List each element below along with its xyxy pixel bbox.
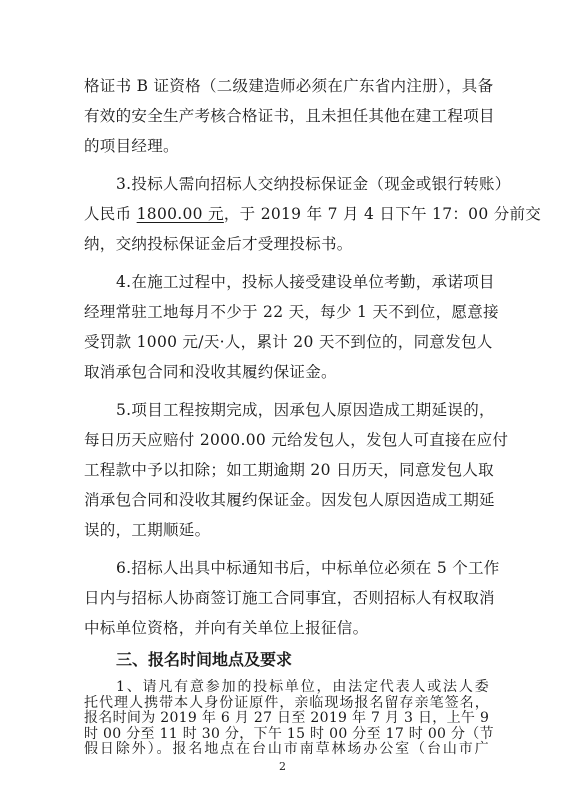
paragraph-line: 时 00 分至 11 时 30 分，下午 15 时 00 分至 17 时 00 分（节 bbox=[84, 725, 494, 742]
paragraph-line: 报名时间为 2019 年 6 月 27 日至 2019 年 7 月 3 日，上午 9 bbox=[84, 710, 490, 726]
paragraph-line: 受罚款 1000 元/天·人，累计 20 天不到位的，同意发包人 bbox=[84, 333, 493, 351]
paragraph-line: 误的，工期顺延。 bbox=[84, 521, 211, 539]
paragraph-line: 6.招标人出具中标通知书后，中标单位必须在 5 个工作 bbox=[116, 559, 500, 577]
paragraph-line: 日内与招标人协商签订施工合同事宜，否则招标人有权取消 bbox=[84, 589, 495, 607]
currency-prefix: 人民币 bbox=[84, 205, 137, 223]
paragraph-line: 纳，交纳投标保证金后才受理投标书。 bbox=[84, 235, 353, 253]
page-number: 2 bbox=[279, 760, 286, 773]
deposit-amount: 1800.00 元 bbox=[136, 205, 224, 223]
paragraph-line bbox=[84, 204, 542, 224]
deadline-text: ，于 2019 年 7 月 4 日下午 17：00 分前交 bbox=[223, 205, 542, 223]
paragraph-line: 消承包合同和没收其履约保证金。因发包人原因造成工期延 bbox=[84, 491, 495, 509]
section-heading: 三、报名时间地点及要求 bbox=[116, 650, 293, 669]
paragraph-line: 托代理人携带本人身份证原件，亲临现场报名留存亲笔签名， bbox=[84, 694, 489, 711]
paragraph-line: 有效的安全生产考核合格证书，且未担任其他在建工程项目 bbox=[84, 107, 495, 125]
paragraph-line: 取消承包合同和没收其履约保证金。 bbox=[84, 363, 337, 381]
paragraph-line: 经理常驻工地每月不少于 22 天，每少 1 天不到位，愿意接 bbox=[84, 303, 499, 321]
paragraph-line: 工程款中予以扣除；如工期逾期 20 日历天，同意发包人取 bbox=[84, 461, 494, 479]
paragraph-line: 每日历天应赔付 2000.00 元给发包人，发包人可直接在应付 bbox=[84, 431, 509, 449]
paragraph-line: 3.投标人需向招标人交纳投标保证金（现金或银行转账） bbox=[116, 175, 511, 193]
paragraph-line: 4.在施工过程中，投标人接受建设单位考勤，承诺项目 bbox=[116, 273, 495, 291]
paragraph-line: 假日除外）。报名地点在台山市南草林场办公室（台山市广 bbox=[84, 741, 489, 757]
paragraph-line: 的项目经理。 bbox=[84, 137, 179, 155]
paragraph-line: 1、请凡有意参加的投标单位，由法定代表人或法人委 bbox=[116, 679, 489, 695]
paragraph-line: 格证书 B 证资格（二级建造师必须在广东省内注册），具备 bbox=[84, 77, 494, 95]
paragraph-line: 5.项目工程按期完成，因承包人原因造成工期延误的， bbox=[116, 401, 495, 419]
paragraph-line: 中标单位资格，并向有关单位上报征信。 bbox=[84, 619, 369, 637]
